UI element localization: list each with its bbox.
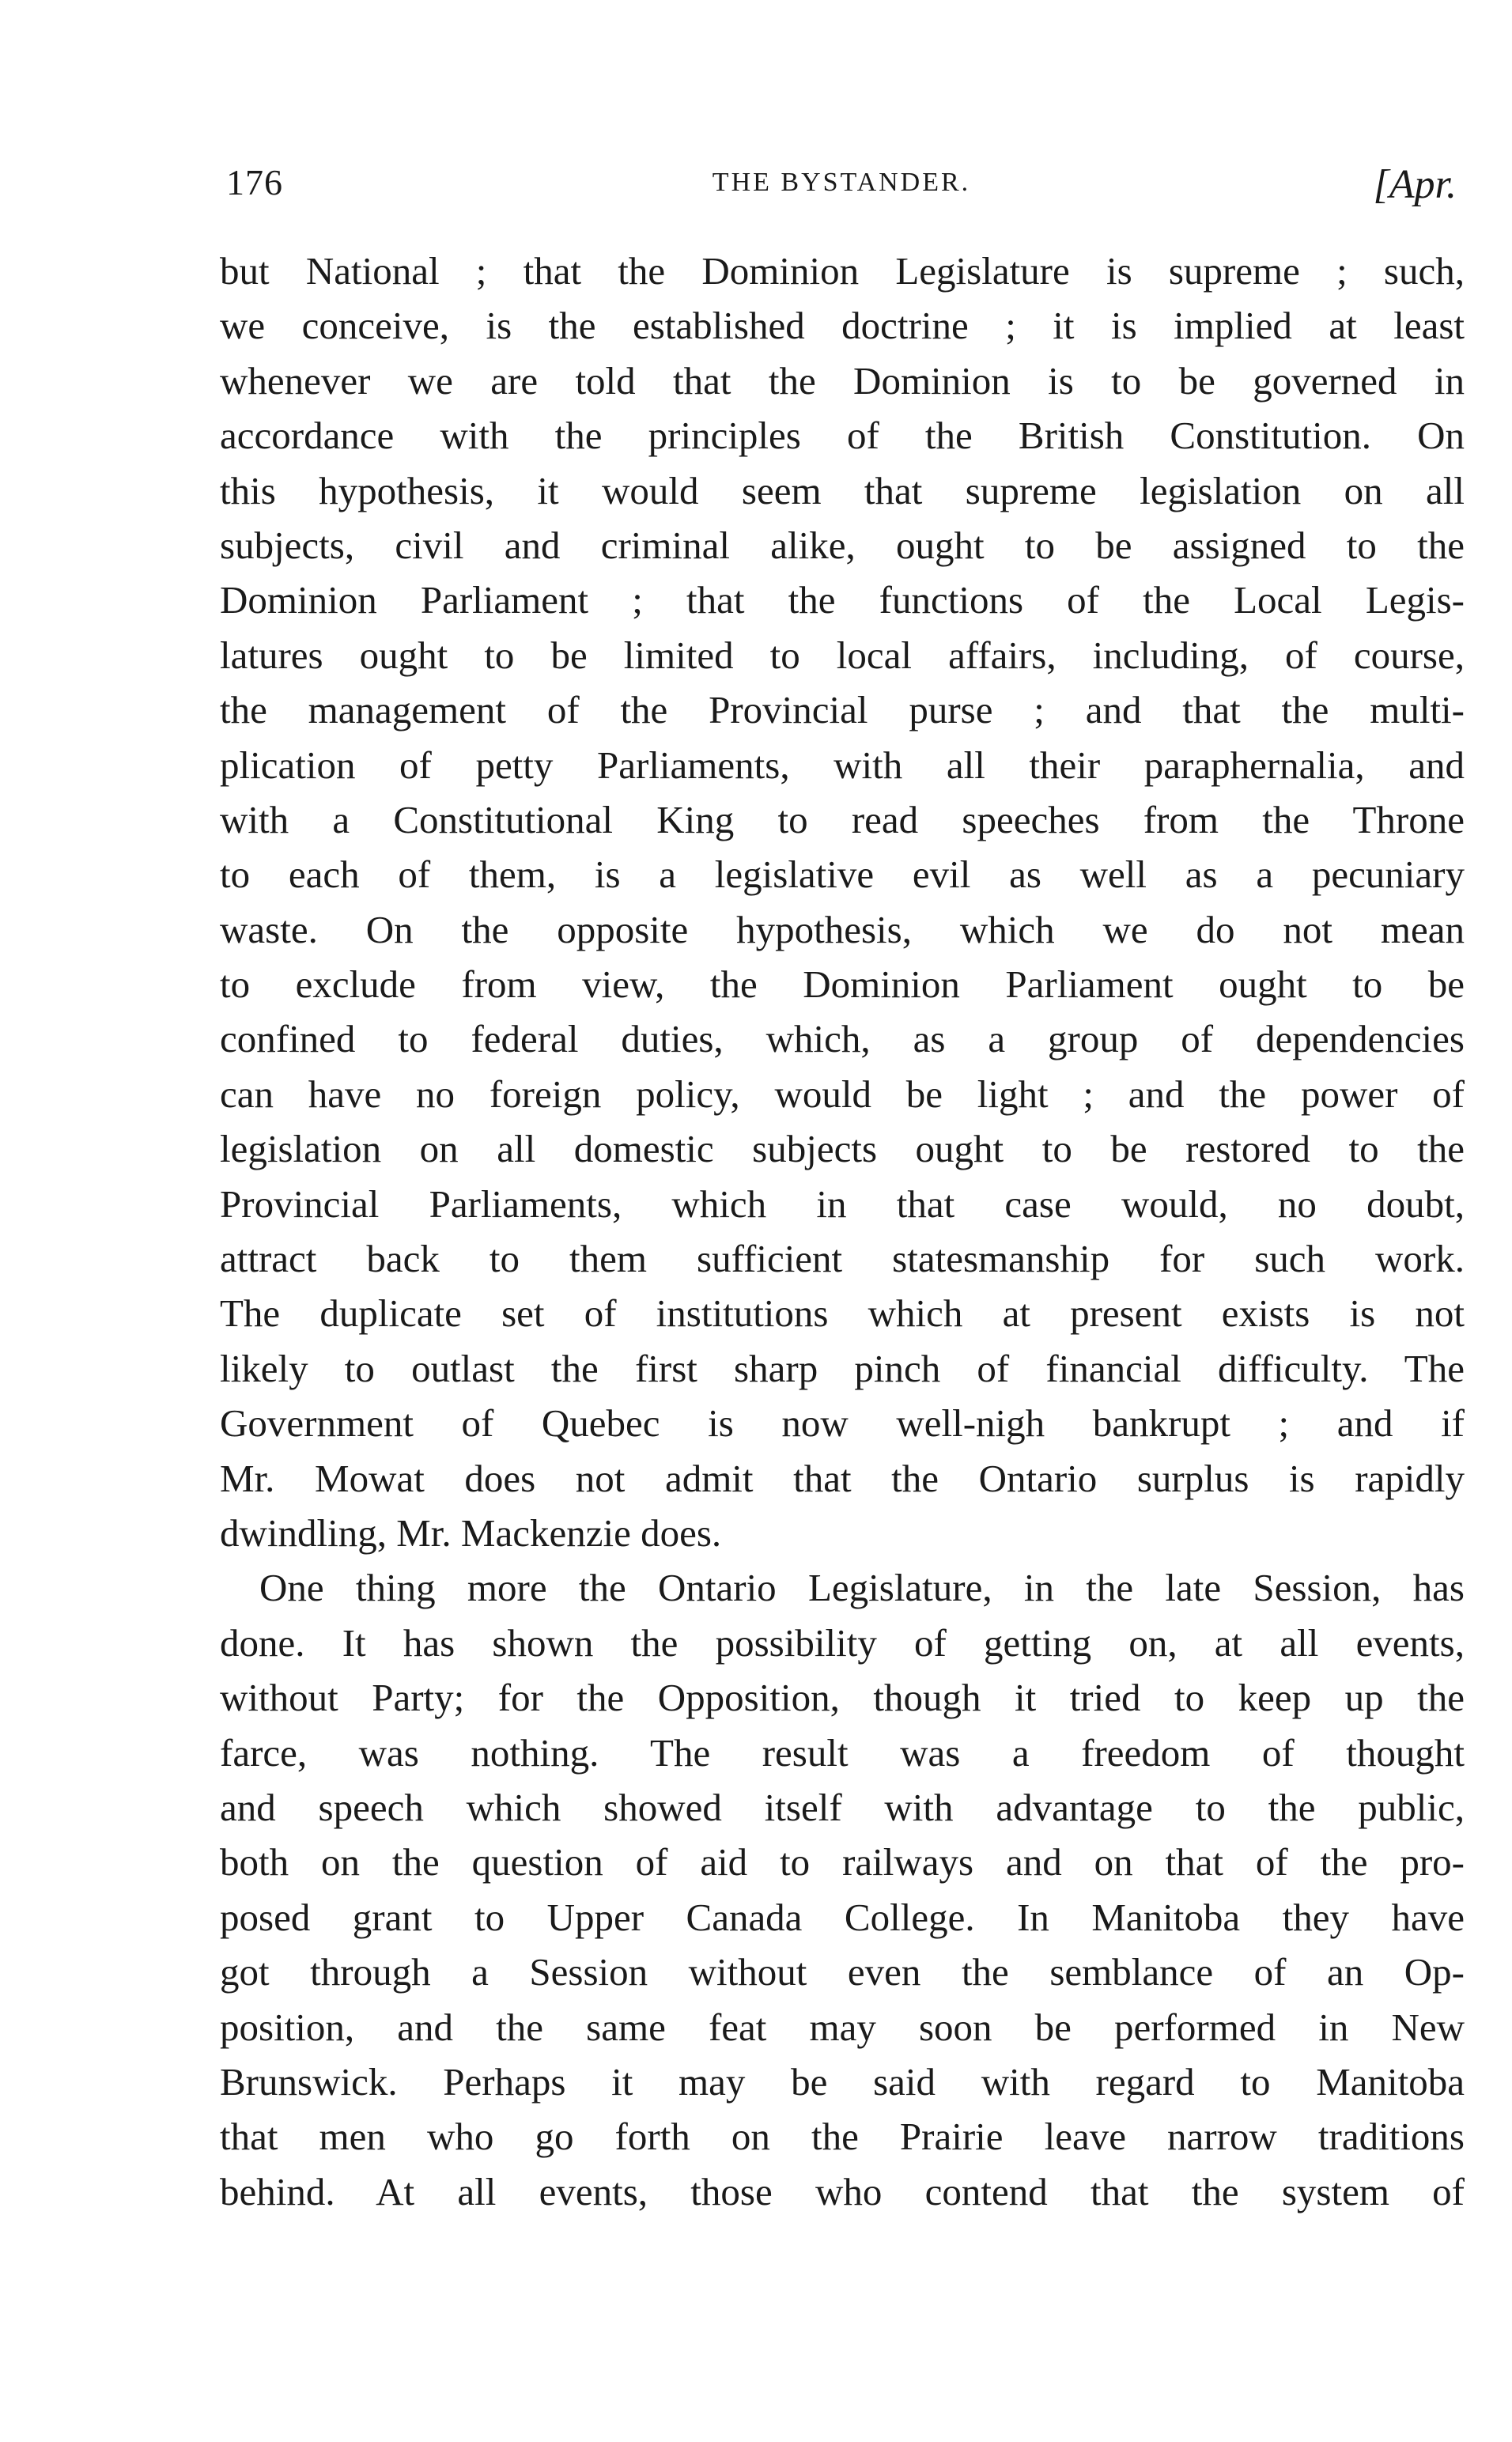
text-line: confined to federal duties, which, as a group of dependencies: [220, 1017, 1465, 1061]
text-line: legislation on all domestic subjects ought to be restored to the: [220, 1127, 1465, 1171]
text-line: with a Constitutional King to read speeches from the Throne: [220, 797, 1465, 841]
text-line: to each of them, is a legislative evil as well as a pecuniary: [220, 852, 1465, 897]
text-line: can have no foreign policy, would be light ; and the power of: [220, 1072, 1465, 1116]
running-head: [226, 161, 1457, 217]
text-line: to exclude from view, the Dominion Parliament ought to be: [220, 962, 1465, 1007]
running-date: [Apr.: [1373, 162, 1457, 207]
paragraph-end-line: dwindling, Mr. Mackenzie does.: [220, 1510, 722, 1555]
text-line: latures ought to be limited to local affairs, including, of course,: [220, 633, 1465, 677]
text-line: the management of the Provincial purse ; and that the multi-: [220, 688, 1465, 732]
text-line: Dominion Parliament ; that the functions of the Local Legis-: [220, 578, 1465, 622]
text-line: The duplicate set of institutions which at present exists is not: [220, 1291, 1465, 1336]
text-line: whenever we are told that the Dominion is to be governed in: [220, 358, 1465, 403]
text-line: but National ; that the Dominion Legislature is supreme ; such,: [220, 249, 1465, 293]
text-line: Brunswick. Perhaps it may be said with regard to Manitoba: [220, 2059, 1465, 2104]
text-line: we conceive, is the established doctrine ; it is implied at least: [220, 304, 1465, 348]
text-line: accordance with the principles of the British Constitution. On: [220, 414, 1465, 458]
text-line: farce, was nothing. The result was a freedom of thought: [220, 1730, 1465, 1775]
text-line: behind. At all events, those who contend that the system of: [220, 2169, 1465, 2213]
text-line: subjects, civil and criminal alike, ought to be assigned to the: [220, 523, 1465, 567]
text-line: this hypothesis, it would seem that supreme legislation on all: [220, 468, 1465, 512]
text-line: without Party; for the Opposition, though it tried to keep up the: [220, 1676, 1465, 1720]
text-line: likely to outlast the first sharp pinch of financial difficulty. The: [220, 1346, 1465, 1390]
text-line: that men who go forth on the Prairie leave narrow traditions: [220, 2115, 1465, 2159]
body-text: [220, 244, 1465, 2219]
text-line: Government of Quebec is now well-nigh bankrupt ; and if: [220, 1401, 1465, 1446]
text-line: Mr. Mowat does not admit that the Ontario surplus is rapidly: [220, 1456, 1465, 1500]
running-title: THE BYSTANDER.: [712, 168, 971, 197]
text-line: both on the question of aid to railways and on that of the pro-: [220, 1840, 1465, 1884]
text-line: posed grant to Upper Canada College. In Manitoba they have: [220, 1895, 1465, 1939]
text-line: position, and the same feat may soon be performed in New: [220, 2005, 1465, 2049]
text-line: attract back to them sufficient statesmanship for such work.: [220, 1237, 1465, 1281]
text-line: and speech which showed itself with advantage to the public,: [220, 1785, 1465, 1829]
text-line: waste. On the opposite hypothesis, which we do not mean: [220, 907, 1465, 951]
page-number: 176: [226, 162, 283, 202]
text-line: plication of petty Parliaments, with all their paraphernalia, and: [220, 743, 1465, 787]
text-line: done. It has shown the possibility of getting on, at all events,: [220, 1620, 1465, 1665]
text-line: Provincial Parliaments, which in that case would, no doubt,: [220, 1181, 1465, 1226]
paragraph-start-line: One thing more the Ontario Legislature, in the late Session, has: [259, 1566, 1465, 1610]
text-line: got through a Session without even the semblance of an Op-: [220, 1950, 1465, 1994]
